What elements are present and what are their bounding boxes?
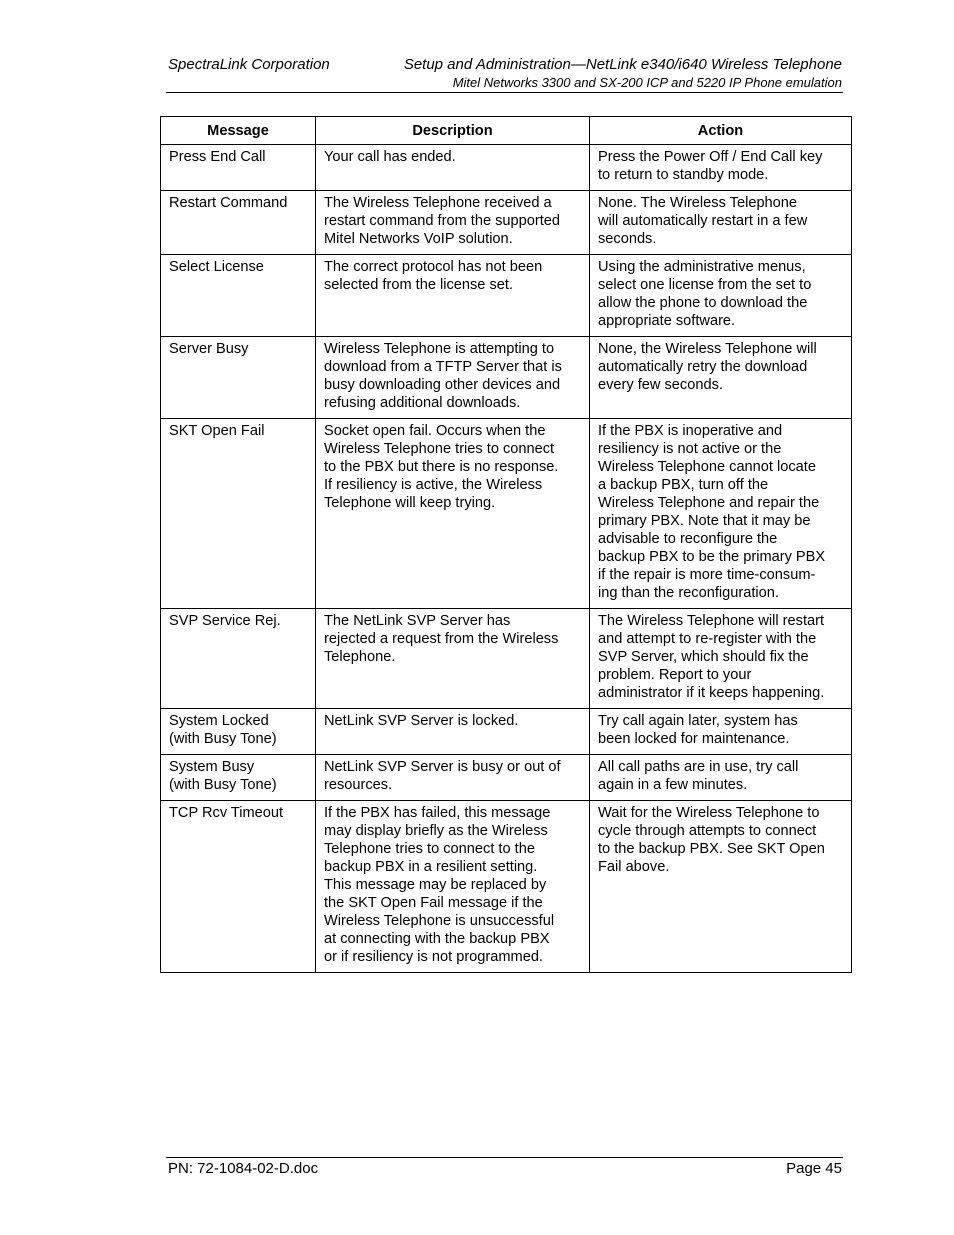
cell-line: problem. Report to your [598,667,752,683]
description-cell [316,755,590,801]
cell-line: Telephone tries to connect to the [324,841,535,857]
cell-line: None, the Wireless Telephone will [598,341,817,357]
action-cell [590,145,852,191]
table-header-row [161,117,852,145]
cell-line: resources. [324,777,393,793]
cell-line: Wireless Telephone cannot locate [598,459,816,475]
cell-line: at connecting with the backup PBX [324,931,550,947]
table-row [161,801,852,973]
cell-line: Try call again later, system has [598,713,798,729]
table-row [161,419,852,609]
cell-line: selected from the license set. [324,277,513,293]
cell-line: seconds. [598,231,657,247]
cell-line: Wireless Telephone and repair the [598,495,820,511]
cell-line: None. The Wireless Telephone [598,195,798,211]
description-cell [316,255,590,337]
action-cell [590,419,852,609]
cell-line: Telephone. [324,649,396,665]
message-cell [161,709,316,755]
column-header-action: Action [590,117,852,145]
cell-line: The Wireless Telephone will restart [598,613,825,629]
table-row [161,755,852,801]
footer-rule [166,1157,843,1158]
cell-line: restart command from the supported [324,213,561,229]
cell-line: if the repair is more time-consum- [598,567,816,583]
description-cell [316,337,590,419]
cell-line: Wireless Telephone tries to connect [324,441,555,457]
cell-line: cycle through attempts to connect [598,823,817,839]
header-company: SpectraLink Corporation [168,56,330,73]
description-cell [316,801,590,973]
cell-line: rejected a request from the Wireless [324,631,559,647]
cell-line: Select License [169,259,264,275]
header-block [404,56,842,91]
cell-line: If the PBX is inoperative and [598,423,783,439]
cell-line: resiliency is not active or the [598,441,782,457]
cell-line: may display briefly as the Wireless [324,823,548,839]
cell-line: Press End Call [169,149,266,165]
cell-line: Telephone will keep trying. [324,495,496,511]
column-header-message: Message [161,117,316,145]
message-cell [161,755,316,801]
header-subtitle: Mitel Networks 3300 and SX-200 ICP and 5220 IP Phone emulation [452,75,842,90]
cell-line: SVP Service Rej. [169,613,281,629]
message-cell [161,801,316,973]
cell-line: busy downloading other devices and [324,377,561,393]
table-body [161,145,852,973]
cell-line: a backup PBX, turn off the [598,477,769,493]
cell-line: the SKT Open Fail message if the [324,895,543,911]
cell-line: primary PBX. Note that it may be [598,513,811,529]
message-cell [161,419,316,609]
description-cell [316,709,590,755]
cell-line: System Locked [169,713,269,729]
cell-line: TCP Rcv Timeout [169,805,284,821]
cell-line: to the backup PBX. See SKT Open [598,841,825,857]
cell-line: select one license from the set to [598,277,812,293]
cell-line: All call paths are in use, try call [598,759,799,775]
message-cell [161,191,316,255]
action-cell [590,337,852,419]
cell-line: Wireless Telephone is attempting to [324,341,555,357]
cell-line: Using the administrative menus, [598,259,806,275]
cell-line: backup PBX in a resilient setting. [324,859,538,875]
cell-line: Socket open fail. Occurs when the [324,423,546,439]
cell-line: NetLink SVP Server is busy or out of [324,759,561,775]
description-cell [316,191,590,255]
table-row [161,337,852,419]
cell-line: Restart Command [169,195,288,211]
footer-doc-number: PN: 72-1084-02-D.doc [168,1160,319,1177]
table-row [161,255,852,337]
cell-line: SVP Server, which should fix the [598,649,809,665]
action-cell [590,709,852,755]
footer-page-number: Page 45 [786,1160,842,1177]
description-cell [316,609,590,709]
cell-line: advisable to reconfigure the [598,531,778,547]
cell-line: every few seconds. [598,377,723,393]
table-row [161,191,852,255]
action-cell [590,191,852,255]
action-cell [590,609,852,709]
description-cell [316,419,590,609]
header-title: Setup and Administration—NetLink e340/i640 Wireless Telephone [403,56,842,73]
cell-line: Server Busy [169,341,249,357]
cell-line: backup PBX to be the primary PBX [598,549,826,565]
cell-line: If resiliency is active, the Wireless [324,477,543,493]
cell-line: to the PBX but there is no response. [324,459,559,475]
cell-line: Wait for the Wireless Telephone to [598,805,820,821]
cell-line: been locked for maintenance. [598,731,790,747]
cell-line: (with Busy Tone) [169,777,277,793]
description-cell [316,145,590,191]
cell-line: to return to standby mode. [598,167,769,183]
cell-line: appropriate software. [598,313,736,329]
cell-line: refusing additional downloads. [324,395,521,411]
cell-line: ing than the reconfiguration. [598,585,779,601]
cell-line: will automatically restart in a few [598,213,808,229]
cell-line: administrator if it keeps happening. [598,685,825,701]
cell-line: SKT Open Fail [169,423,265,439]
message-cell [161,145,316,191]
message-cell [161,337,316,419]
cell-line: Mitel Networks VoIP solution. [324,231,513,247]
cell-line: Wireless Telephone is unsuccessful [324,913,555,929]
cell-line: (with Busy Tone) [169,731,277,747]
column-header-description: Description [316,117,590,145]
cell-line: The Wireless Telephone received a [324,195,552,211]
message-table [160,116,852,973]
cell-line: The NetLink SVP Server has [324,613,511,629]
cell-line: Your call has ended. [324,149,456,165]
table-row [161,609,852,709]
cell-line: or if resiliency is not programmed. [324,949,543,965]
message-cell [161,255,316,337]
cell-line: Fail above. [598,859,670,875]
header-rule [166,92,843,93]
table-row [161,709,852,755]
cell-line: NetLink SVP Server is locked. [324,713,519,729]
message-cell [161,609,316,709]
table-row [161,145,852,191]
action-cell [590,801,852,973]
cell-line: Press the Power Off / End Call key [598,149,823,165]
action-cell [590,755,852,801]
cell-line: allow the phone to download the [598,295,808,311]
cell-line: and attempt to re-register with the [598,631,817,647]
cell-line: again in a few minutes. [598,777,748,793]
cell-line: automatically retry the download [598,359,808,375]
action-cell [590,255,852,337]
cell-line: This message may be replaced by [324,877,547,893]
cell-line: download from a TFTP Server that is [324,359,562,375]
cell-line: The correct protocol has not been [324,259,543,275]
cell-line: If the PBX has failed, this message [324,805,551,821]
cell-line: System Busy [169,759,255,775]
